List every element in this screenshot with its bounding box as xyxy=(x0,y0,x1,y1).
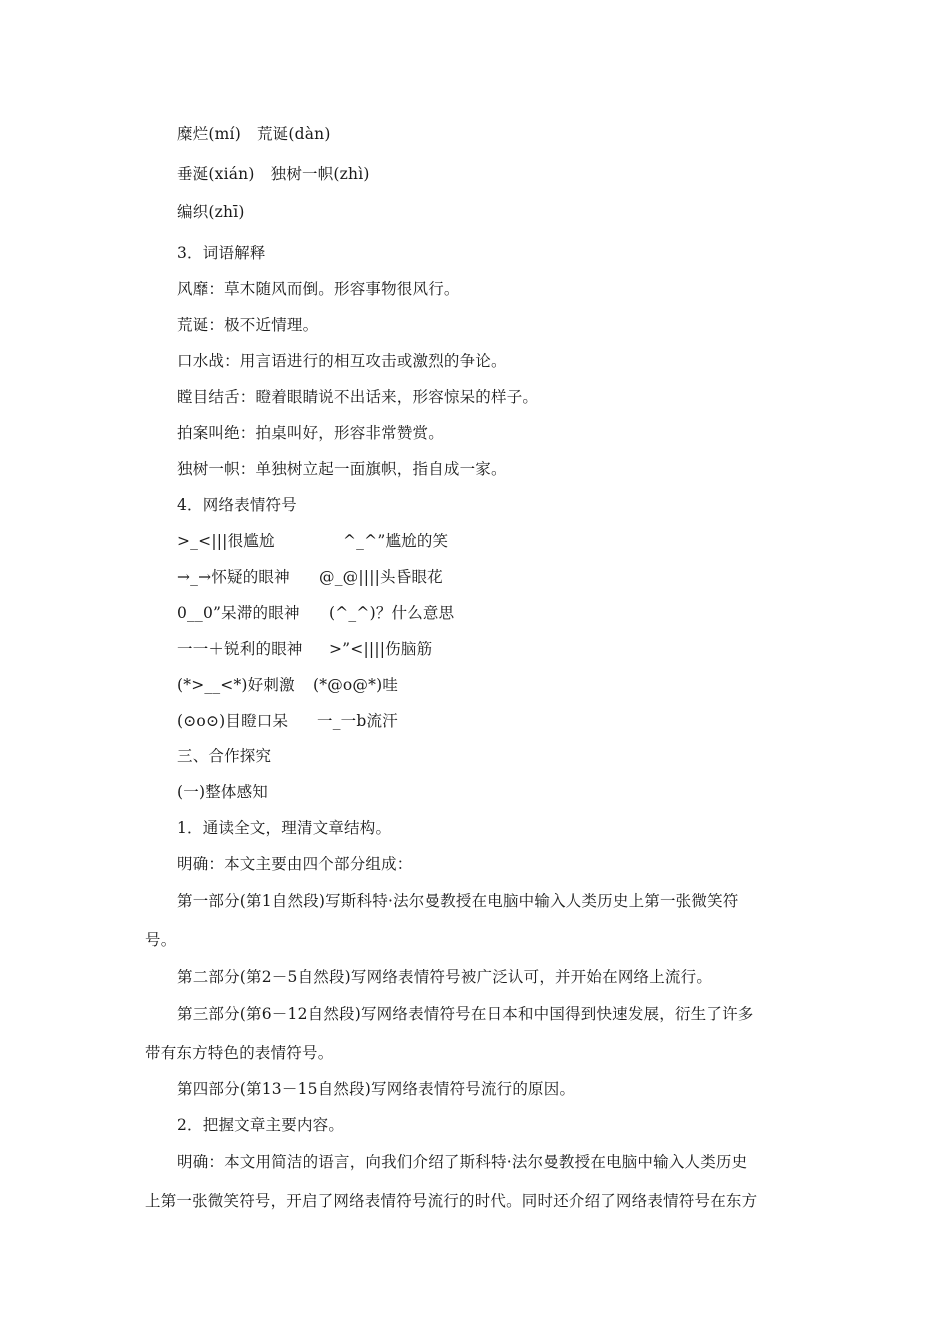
part-1-text-cont: 号。 xyxy=(145,931,177,949)
emoticon-row xyxy=(177,711,398,731)
emoticon-row xyxy=(177,675,398,695)
emoticon-row xyxy=(177,567,443,587)
emoticon-cell: >”<||||伤脑筋 xyxy=(329,640,433,658)
pronunciation-line-1 xyxy=(177,124,331,144)
emoticon-cell: 0__0”呆滞的眼神 xyxy=(177,604,300,622)
answer-1-intro: 明确：本文主要由四个部分组成： xyxy=(177,855,413,873)
emoticon-row xyxy=(177,531,448,551)
part-3-text: 第三部分(第6－12自然段)写网络表情符号在日本和中国得到快速发展，衍生了许多 xyxy=(177,1005,754,1023)
emoticon-cell: 一一＋锐利的眼神 xyxy=(177,640,303,658)
pron-item-dan: 荒诞(dàn) xyxy=(256,125,331,143)
pron-item-zhi-weave: 编织(zhī) xyxy=(177,203,245,221)
emoticon-row xyxy=(177,639,432,659)
part-1-text: 第一部分(第1自然段)写斯科特·法尔曼教授在电脑中输入人类历史上第一张微笑符 xyxy=(177,892,739,910)
pronunciation-line-2 xyxy=(177,164,370,184)
vocab-heading: 3．词语解释 xyxy=(177,244,266,262)
part-2-text: 第二部分(第2－5自然段)写网络表情符号被广泛认可，并开始在网络上流行。 xyxy=(177,968,713,986)
vocab-item: 风靡：草木随风而倒。形容事物很风行。 xyxy=(177,280,460,298)
vocab-item: 拍案叫绝：拍桌叫好，形容非常赞赏。 xyxy=(177,424,444,442)
answer-2-text: 明确：本文用简洁的语言，向我们介绍了斯科特·法尔曼教授在电脑中输入人类历史 xyxy=(177,1153,748,1171)
emoticon-cell: >_<|||很尴尬 xyxy=(177,532,275,550)
answer-2-text-cont: 上第一张微笑符号，开启了网络表情符号流行的时代。同时还介绍了网络表情符号在东方 xyxy=(145,1192,758,1210)
vocab-item: 荒诞：极不近情理。 xyxy=(177,316,319,334)
vocab-item: 独树一帜：单独树立起一面旗帜，指自成一家。 xyxy=(177,460,507,478)
vocab-item: 瞠目结舌：瞪着眼睛说不出话来，形容惊呆的样子。 xyxy=(177,388,539,406)
section-title: 三、合作探究 xyxy=(177,747,272,765)
emoticon-cell: (⊙o⊙)目瞪口呆 xyxy=(177,712,289,730)
emoticon-cell: →_→怀疑的眼神 xyxy=(177,568,290,586)
emoticon-cell: (^_^)？什么意思 xyxy=(329,604,455,622)
emoticon-cell: @_@||||头昏眼花 xyxy=(319,568,443,586)
pron-item-xian: 垂涎(xián) xyxy=(177,165,255,183)
question-2: 2．把握文章主要内容。 xyxy=(177,1116,345,1134)
question-1: 1．通读全文，理清文章结构。 xyxy=(177,819,392,837)
pron-item-mi: 糜烂(mí) xyxy=(177,125,241,143)
pron-item-zhi: 独树一帜(zhì) xyxy=(270,165,370,183)
pronunciation-line-3 xyxy=(177,202,245,222)
vocab-item: 口水战：用言语进行的相互攻击或激烈的争论。 xyxy=(177,352,507,370)
emoticons-heading: 4．网络表情符号 xyxy=(177,496,297,514)
subsection-title: (一)整体感知 xyxy=(177,783,268,801)
emoticon-cell: (*>__<*)好刺激 xyxy=(177,676,295,694)
part-4-text: 第四部分(第13－15自然段)写网络表情符号流行的原因。 xyxy=(177,1080,576,1098)
part-3-text-cont: 带有东方特色的表情符号。 xyxy=(145,1044,334,1062)
emoticon-cell: ^_^”尴尬的笑 xyxy=(343,532,449,550)
emoticon-cell: (*@ο@*)哇 xyxy=(313,676,399,694)
emoticon-row xyxy=(177,603,454,623)
emoticon-cell: 一_一b流汗 xyxy=(317,712,398,730)
